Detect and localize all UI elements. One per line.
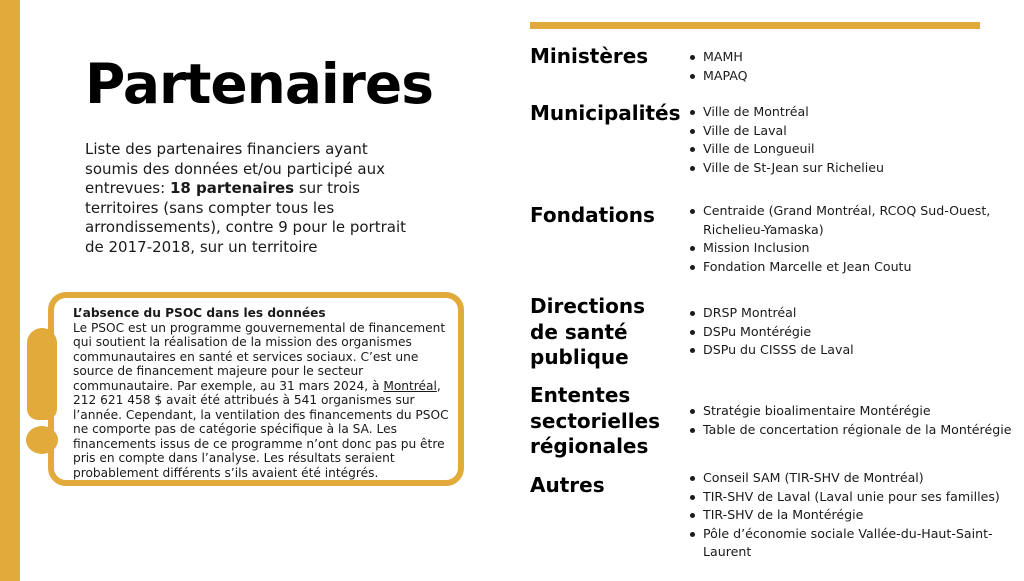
list-item: Ville de St-Jean sur Richelieu: [688, 159, 884, 178]
category-municipalites: Municipalités: [530, 101, 681, 125]
category-directions-sante-publique: Directions de santé publique: [530, 294, 646, 369]
intro-highlight: 18 partenaires: [169, 179, 295, 197]
list-item: Mission Inclusion: [688, 239, 1008, 258]
list-item: Conseil SAM (TIR-SHV de Montréal): [688, 469, 1008, 488]
callout-body-end: , 212 621 458 $ avait été attribués à 541 organismes sur l’année. Cependant, la ventilation des financements du PSOC ne comporte pas de catégorie spécifique à la SA. Les financements issus de ce programme n’ont donc pas pu être pris en compte dans l’analyse. Les résultats seraient probablement différents s’ils avaient été intégrés.: [73, 378, 449, 480]
exclamation-icon: [27, 328, 57, 420]
list-directions-sante-publique: [688, 304, 854, 360]
intro-text: [85, 140, 415, 257]
list-item: Ville de Laval: [688, 122, 884, 141]
list-item: TIR-SHV de la Montérégie: [688, 506, 1008, 525]
list-item: Stratégie bioalimentaire Montérégie: [688, 402, 1011, 421]
top-accent-rule: [530, 22, 980, 29]
exclamation-dot-icon: [26, 426, 58, 454]
category-fondations: Fondations: [530, 203, 655, 227]
list-item: TIR-SHV de Laval (Laval unie pour ses familles): [688, 488, 1008, 507]
montreal-link[interactable]: Montréal: [383, 378, 437, 393]
list-item: Ville de Longueuil: [688, 140, 884, 159]
list-item: Fondation Marcelle et Jean Coutu: [688, 258, 1008, 277]
left-accent-bar: [0, 0, 20, 581]
intro-text-start: Liste des partenaires financiers ayant soumis des données et/ou participé aux entrevues:: [85, 140, 385, 197]
category-ministeres: Ministères: [530, 44, 649, 68]
list-item: DSPu Montérégie: [688, 323, 854, 342]
list-item: MAMH: [688, 48, 748, 67]
page-title: Partenaires: [85, 52, 433, 116]
intro-text-end: sur trois territoires (sans compter tous les arrondissements), contre 9 pour le portrait de 2017-2018, sur un territoire: [85, 179, 407, 256]
category-ententes-sectorielles: Ententes sectorielles régionales: [530, 383, 661, 458]
callout-title: L’absence du PSOC dans les données: [73, 306, 326, 320]
list-item: Centraide (Grand Montréal, RCOQ Sud-Ouest, Richelieu-Yamaska): [688, 202, 1008, 239]
list-ministeres: [688, 48, 748, 85]
list-ententes-sectorielles: [688, 402, 1011, 439]
list-fondations: [688, 202, 1008, 276]
list-municipalites: [688, 103, 884, 177]
callout-body-start: Le PSOC est un programme gouvernemental de financement qui soutient la réalisation de la mission des organismes communautaires en santé et services sociaux. C’est une source de financement majeure pour le secteur communautaire. Par exemple, au 31 mars 2024, à: [73, 320, 446, 393]
list-item: MAPAQ: [688, 67, 748, 86]
category-autres: Autres: [530, 473, 605, 497]
list-item: Ville de Montréal: [688, 103, 884, 122]
list-autres: [688, 469, 1008, 562]
list-item: DRSP Montréal: [688, 304, 854, 323]
psoc-callout-text: [73, 306, 461, 480]
list-item: Table de concertation régionale de la Montérégie: [688, 421, 1011, 440]
list-item: Pôle d’économie sociale Vallée-du-Haut-Saint-Laurent: [688, 525, 1008, 562]
list-item: DSPu du CISSS de Laval: [688, 341, 854, 360]
